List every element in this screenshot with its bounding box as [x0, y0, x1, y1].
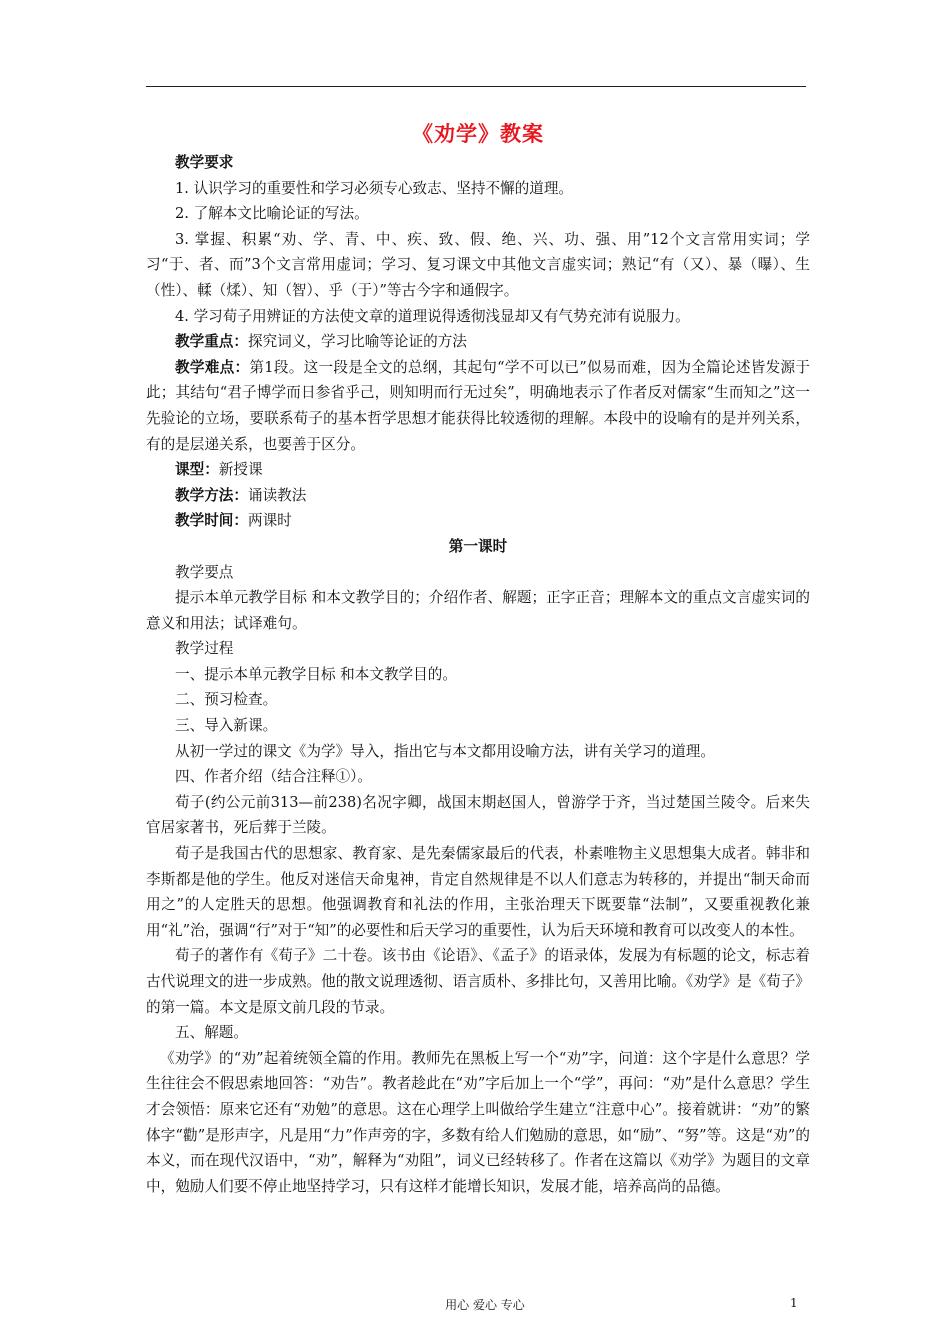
intro-text: 从初一学过的课文《为学》导入，指出它与本文都用设喻方法，讲有关学习的道理。	[175, 742, 715, 760]
teaching-time-label: 教学时间：	[175, 512, 248, 530]
points-text: 提示本单元教学目标 和本文教学目的；介绍作者、解题；正字正音；理解本文的重点文言虚实词的意义和用法；试译难句。	[146, 589, 810, 632]
lesson-type-label: 课型：	[175, 461, 219, 479]
process-heading: 教学过程	[175, 640, 234, 658]
step-2: 二、预习检查。	[175, 691, 278, 709]
title-explanation: 《劝学》的“劝”起着统领全篇的作用。教师先在黑板上写一个“劝”字，问道：这个字是什么意思？学生往往会不假思索地回答：“劝告”。教者趁此在“劝”字后加上一个“学”，再问：“劝”是什么意思？学生才会领悟：原来它还有“劝勉”的意思。这在心理学上叫做给学生建立“注意中心”。接着就讲：“劝”的繁体字“勸”是形声字，凡是用“力”作声旁的字，多数有给人们勉励的意思，如“励”、“努”等。这是“劝”的本义，而在现代汉语中，“劝”，解释为“劝阻”，词义已经转移了。作者在这篇以《劝学》为题目的文章中，勉励人们要不停止地坚持学习，只有这样才能增长知识，发展才能，培养高尚的品德。	[146, 1049, 810, 1195]
key-points-label: 教学重点：	[175, 333, 248, 351]
step-4: 四、作者介绍（结合注释①）。	[175, 768, 373, 786]
requirement-item: 4. 学习荀子用辨证的方法使文章的道理说得透彻浅显却又有气势充沛有说服力。	[175, 307, 690, 325]
teaching-method-label: 教学方法：	[175, 486, 248, 504]
footer-text: 用心 爱心 专心	[445, 1298, 525, 1312]
teaching-method	[146, 483, 810, 509]
author-paragraph-1: 荀子(约公元前313—前238)名况字卿，战国末期赵国人，曾游学于齐，当过楚国兰陵令。后来失官居家著书，死后葬于兰陵。	[146, 793, 810, 837]
lesson-type	[146, 457, 810, 483]
document-title: 《劝学》教案	[412, 121, 544, 146]
requirement-item: 3. 掌握、积累“劝、学、青、中、疾、致、假、绝、兴、功、强、用”12个文言常用实词；学习“于、者、而”3个文言常用虚词；学习、复习课文中其他文言虚实词；熟记“有（又）、暴（曝）、生（性）、輮（煣）、知（智）、乎（于）”等古今字和通假字。	[146, 230, 810, 299]
key-points	[146, 329, 810, 355]
step-5: 五、解题。	[175, 1024, 248, 1042]
requirements-heading: 教学要求	[175, 154, 234, 171]
teaching-time	[146, 508, 810, 534]
difficulties-label: 教学难点：	[175, 358, 250, 376]
difficulties-text: 第1段。这一段是全文的总纲，其起句“学不可以已”似易而难，因为全篇论述皆发源于此；其结句“君子博学而日参省乎己，则知明而行无过矣”，明确地表示了作者反对儒家“生而知之”这一先验论的立场，要联系荀子的基本哲学思想才能获得比较透彻的理解。本段中的设喻有的是并列关系，有的是层递关系，也要善于区分。	[146, 358, 810, 453]
points-heading: 教学要点	[175, 563, 234, 581]
teaching-method-text: 诵读教法	[247, 486, 307, 504]
author-paragraph-3: 荀子的著作有《荀子》二十卷。该书由《论语》、《孟子》的语录体，发展为有标题的论文，标志着古代说理文的进一步成熟。他的散文说理透彻、语言质朴、多排比句，又善用比喻。《劝学》是《荀子》的第一篇。本文是原文前几段的节录。	[146, 947, 811, 1016]
key-points-text: 探究词义，学习比喻等论证的方法	[247, 333, 467, 351]
difficulties	[146, 355, 810, 457]
requirement-item: 2. 了解本文比喻论证的写法。	[175, 205, 369, 223]
lesson-type-text: 新授课	[218, 461, 263, 479]
teaching-time-text: 两课时	[247, 512, 292, 530]
lesson1-heading: 第一课时	[448, 537, 508, 555]
requirement-item: 1. 认识学习的重要性和学习必须专心致志、坚持不懈的道理。	[175, 179, 574, 197]
step-1: 一、提示本单元教学目标 和本文教学目的。	[175, 665, 457, 683]
document-body	[146, 120, 810, 1199]
step-3: 三、导入新课。	[175, 717, 278, 735]
header-rule	[146, 86, 806, 87]
page-number: 1	[790, 1296, 798, 1310]
author-paragraph-2: 荀子是我国古代的思想家、教育家、是先秦儒家最后的代表，朴素唯物主义思想集大成者。韩非和李斯都是他的学生。他反对迷信天命鬼神，肯定自然规律是不以人们意志为转移的，并提出“制天命而用之”的人定胜天的思想。他强调教育和礼法的作用，主张治理天下既要靠“法制”，又要重视教化兼用“礼”治，强调“行”对于“知”的必要性和后天学习的重要性，认为后天环境和教育可以改变人的本性。	[146, 845, 810, 939]
